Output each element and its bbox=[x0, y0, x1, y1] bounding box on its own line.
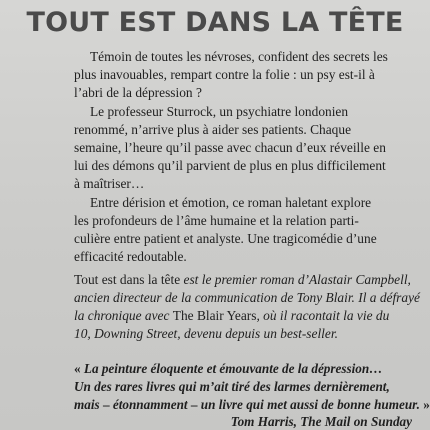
quote-line: Un des rares livres qui m’ait tiré des larmes dernièrement, bbox=[74, 379, 390, 394]
author-note-line: 10, Downing Street, devenu depuis un best-seller. bbox=[74, 326, 338, 341]
summary-line: Témoin de toutes les névroses, confident des secrets les bbox=[90, 49, 388, 64]
book-title-heading: TOUT EST DANS LA TÊTE bbox=[26, 7, 404, 38]
summary-line: les profondeurs de l’âme humaine et la relation parti- bbox=[74, 213, 359, 228]
book-title-inline: The Blair Years bbox=[172, 308, 257, 323]
summary-line: Entre dérision et émotion, ce roman haletant explore bbox=[90, 195, 372, 210]
author-note-line: ancien directeur de la communication de Tony Blair. Il a défrayé bbox=[74, 290, 420, 305]
quote-line: « La peinture éloquente et émouvante de la dépression… bbox=[74, 361, 383, 376]
summary-line: l’abri de la dépression ? bbox=[74, 85, 202, 100]
quote-line: mais – étonnamment – un livre qui met aussi de bonne humeur. » bbox=[74, 397, 430, 412]
summary-line: lui des démons qu’il parvient de plus en plus difficilement bbox=[74, 158, 386, 173]
summary-line: culière entre patient et analyste. Une tragicomédie d’une bbox=[74, 231, 377, 246]
summary-line: à maîtriser… bbox=[74, 176, 145, 191]
author-note-line: Tout est dans la tête est le premier roman d’Alastair Campbell, bbox=[74, 272, 411, 287]
summary-line: efficacité redoutable. bbox=[74, 249, 187, 264]
summary-line: renommé, n’arrive plus à aider ses patients. Chaque bbox=[74, 122, 352, 137]
summary-line: Le professeur Sturrock, un psychiatre londonien bbox=[90, 104, 349, 119]
quote-attribution bbox=[231, 414, 412, 430]
attribution-source: The Mail on Sunday bbox=[300, 414, 412, 429]
author-note-line: la chronique avec The Blair Years, où il racontait la vie du bbox=[74, 308, 390, 323]
summary-line: semaine, l’heure qu’il passe avec chacun d’eux réveille en bbox=[74, 140, 386, 155]
summary-line: plus inavouables, rempart contre la folie : un psy est-il à bbox=[74, 67, 375, 82]
book-title-inline: Tout est dans la tête bbox=[74, 272, 181, 287]
attribution-name: Tom Harris, bbox=[230, 414, 301, 429]
